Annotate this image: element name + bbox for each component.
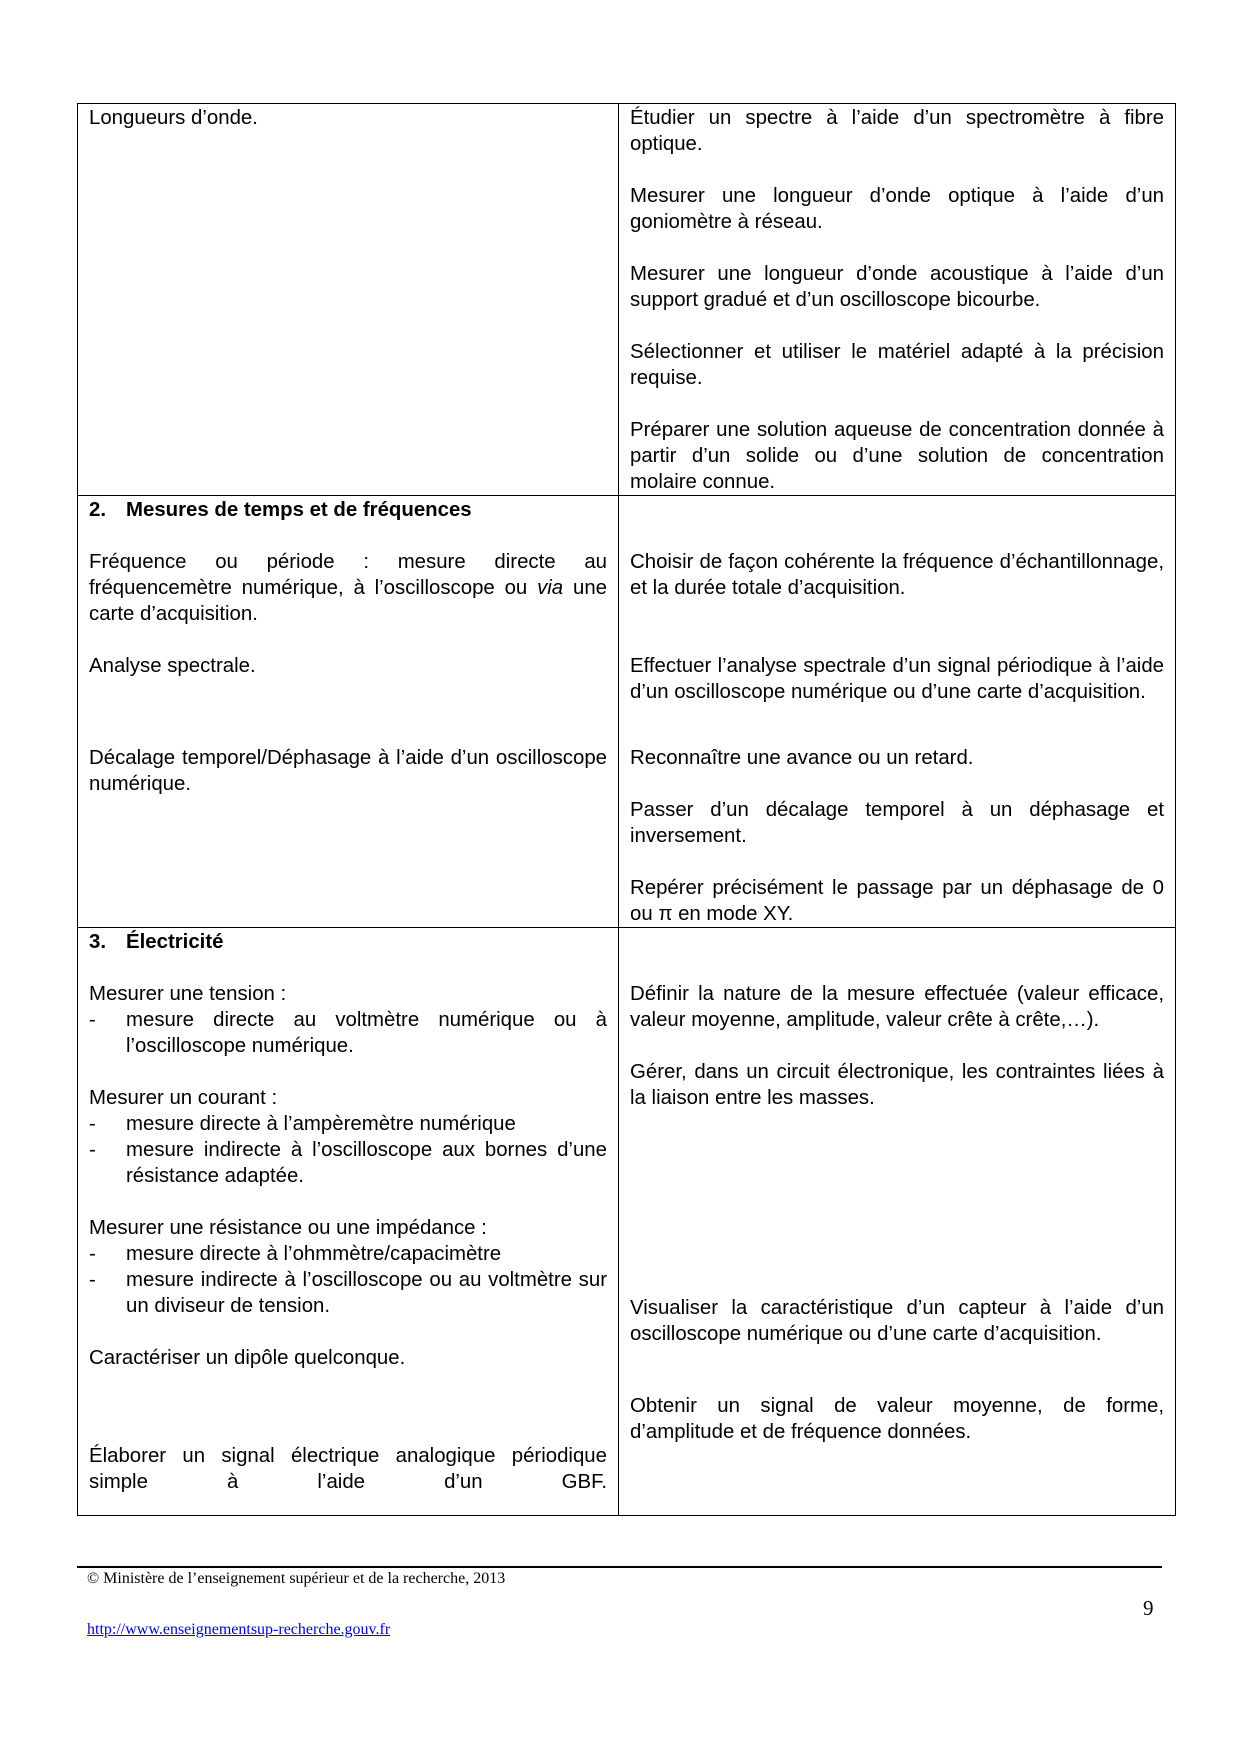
cell-text: Décalage temporel/Déphasage à l’aide d’un oscilloscope numérique. <box>89 747 607 795</box>
left-cell <box>78 104 619 496</box>
cell-text: Visualiser la caractéristique d’un capteur à l’aide d’un oscilloscope numérique ou d’une carte d’acquisition. <box>630 1297 1164 1345</box>
section-title: Électricité <box>126 931 224 953</box>
section-heading <box>89 929 607 955</box>
cell-text: Étudier un spectre à l’aide d’un spectromètre à fibre optique. <box>630 107 1164 155</box>
list-item: - mesure directe au voltmètre numérique ou à l’oscilloscope numérique. <box>89 1009 607 1057</box>
table-row <box>78 928 1176 1516</box>
list-item: - mesure indirecte à l’oscilloscope ou au voltmètre sur un diviseur de tension. <box>89 1269 607 1317</box>
table-row <box>78 104 1176 496</box>
cell-text: Analyse spectrale. <box>89 655 256 677</box>
footer-divider <box>77 1566 1162 1568</box>
footer-copyright: © Ministère de l’enseignement supérieur et de la recherche, 2013 <box>87 1570 506 1587</box>
cell-text: Mesurer une longueur d’onde acoustique à l’aide d’un support gradué et d’un oscilloscope bicourbe. <box>630 263 1164 311</box>
section-heading <box>89 497 607 523</box>
right-cell <box>619 104 1176 496</box>
list-item: - mesure directe à l’ampèremètre numérique <box>89 1113 516 1135</box>
table-row <box>78 496 1176 928</box>
section-number: 3. <box>89 931 107 953</box>
cell-text: Élaborer un signal électrique analogique périodique simple à l’aide d’un GBF. <box>89 1445 607 1493</box>
cell-text: Choisir de façon cohérente la fréquence d’échantillonnage, et la durée totale d’acquisition. <box>630 551 1164 599</box>
section-title: Mesures de temps et de fréquences <box>126 499 472 521</box>
cell-text: Longueurs d’onde. <box>89 107 258 129</box>
cell-text: Obtenir un signal de valeur moyenne, de forme, d’amplitude et de fréquence données. <box>630 1395 1164 1443</box>
list-item: - mesure indirecte à l’oscilloscope aux bornes d’une résistance adaptée. <box>89 1139 607 1187</box>
cell-text: Mesurer une résistance ou une impédance : <box>89 1217 487 1239</box>
cell-text: Préparer une solution aqueuse de concentration donnée à partir d’un solide ou d’une solution de concentration molaire connue. <box>630 419 1164 493</box>
cell-text: Sélectionner et utiliser le matériel adapté à la précision requise. <box>630 341 1164 389</box>
section-number: 2. <box>89 499 107 521</box>
cell-text: Effectuer l’analyse spectrale d’un signal périodique à l’aide d’un oscilloscope numérique ou d’une carte d’acquisition. <box>630 655 1164 703</box>
cell-text: Mesurer une tension : <box>89 983 287 1005</box>
cell-text: Mesurer une longueur d’onde optique à l’aide d’un goniomètre à réseau. <box>630 185 1164 233</box>
right-cell <box>619 496 1176 928</box>
content-table <box>77 103 1176 1516</box>
left-cell <box>78 496 619 928</box>
right-cell <box>619 928 1176 1516</box>
list-item: - mesure directe à l’ohmmètre/capacimètre <box>89 1243 502 1265</box>
cell-text: Repérer précisément le passage par un déphasage de 0 ou π en mode XY. <box>630 877 1164 925</box>
cell-text: Reconnaître une avance ou un retard. <box>630 747 974 769</box>
cell-text: Définir la nature de la mesure effectuée (valeur efficace, valeur moyenne, amplitude, valeur crête à crête,…). <box>630 983 1164 1031</box>
footer-url-link[interactable]: http://www.enseignementsup-recherche.gouv.fr <box>87 1621 391 1638</box>
cell-text: Fréquence ou période : mesure directe au fréquencemètre numérique, à l’oscilloscope ou via une carte d’acquisition. <box>89 551 607 625</box>
page-number: 9 <box>1143 1596 1154 1620</box>
cell-text: Gérer, dans un circuit électronique, les contraintes liées à la liaison entre les masses. <box>630 1061 1164 1109</box>
cell-text: Mesurer un courant : <box>89 1087 278 1109</box>
cell-text: Caractériser un dipôle quelconque. <box>89 1347 406 1369</box>
left-cell <box>78 928 619 1516</box>
cell-text: Passer d’un décalage temporel à un déphasage et inversement. <box>630 799 1164 847</box>
